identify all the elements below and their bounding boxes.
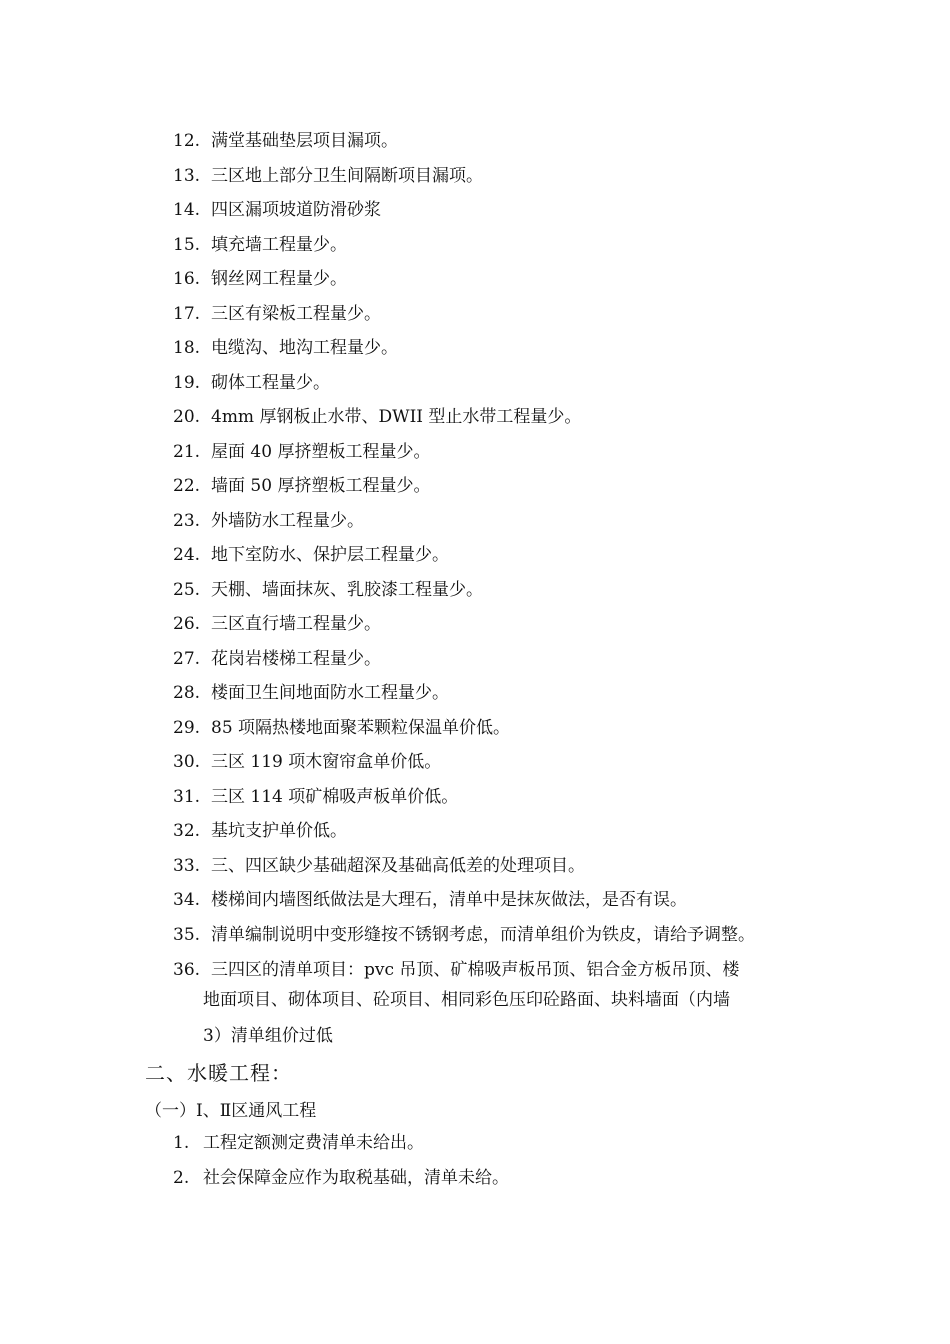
list-item [173, 538, 853, 573]
item-number: 30. [173, 752, 201, 772]
item-text: 基坑支护单价低。 [211, 821, 347, 841]
item-number: 35. [173, 924, 201, 945]
item-text: 清单编制说明中变形缝按不锈钢考虑，而清单组价为铁皮，请给予调整。 [211, 924, 755, 945]
item-text-line: 地面项目、砌体项目、砼项目、相同彩色压印砼路面、块料墙面（内墙 [203, 990, 730, 1010]
item-number: 26. [173, 614, 201, 634]
item-number: 21. [173, 441, 201, 462]
list-item [173, 642, 853, 677]
item-number: 20. [173, 407, 201, 427]
item-number: 32. [173, 821, 201, 841]
list-item [173, 780, 853, 815]
item-number: 24. [173, 545, 201, 565]
item-number: 12. [173, 131, 201, 151]
item-continuation [173, 982, 730, 1054]
list-item [173, 228, 853, 263]
item-number: 16. [173, 269, 201, 289]
list-item [173, 676, 853, 711]
item-number: 34. [173, 890, 201, 910]
item-text: 钢丝网工程量少。 [211, 269, 347, 289]
item-text: 三区 119 项木窗帘盒单价低。 [211, 752, 442, 772]
item-number: 29. [173, 717, 201, 738]
item-text: 天棚、墙面抹灰、乳胶漆工程量少。 [211, 579, 483, 600]
item-number: 18. [173, 338, 201, 358]
item-text: 楼梯间内墙图纸做法是大理石，清单中是抹灰做法，是否有误。 [211, 890, 687, 910]
item-number: 17. [173, 303, 201, 324]
item-number: 15. [173, 234, 201, 255]
item-number: 25. [173, 579, 201, 600]
list-item [173, 469, 853, 504]
list-item [173, 883, 853, 918]
item-text: 三区地上部分卫生间隔断项目漏项。 [211, 165, 483, 186]
list-item [173, 918, 853, 953]
item-number: 1. [173, 1133, 190, 1153]
item-text: 85 项隔热楼地面聚苯颗粒保温单价低。 [211, 717, 511, 738]
list-item [173, 262, 853, 297]
item-number: 28. [173, 683, 201, 703]
item-number: 2. [173, 1167, 190, 1188]
item-text: 屋面 40 厚挤塑板工程量少。 [211, 441, 431, 462]
list-item [173, 297, 853, 332]
list-item [173, 400, 853, 435]
item-text-line: 3）清单组价过低 [203, 1026, 333, 1046]
list-item [173, 1126, 509, 1161]
item-number: 23. [173, 510, 201, 531]
item-number: 13. [173, 165, 201, 186]
list-item [173, 814, 853, 849]
list-item [173, 607, 853, 642]
item-text: 三、四区缺少基础超深及基础高低差的处理项目。 [211, 855, 585, 876]
list-item [173, 504, 853, 539]
list-item [173, 366, 853, 401]
list-item [173, 573, 853, 608]
list-item [173, 159, 853, 194]
item-text: 工程定额测定费清单未给出。 [203, 1133, 424, 1153]
item-text: 社会保障金应作为取税基础，清单未给。 [203, 1167, 509, 1188]
item-text: 三区 114 项矿棉吸声板单价低。 [211, 786, 459, 807]
list-item [173, 1161, 509, 1196]
item-number: 22. [173, 476, 201, 496]
item-text: 四区漏项坡道防滑砂浆 [211, 200, 381, 220]
item-text: 地下室防水、保护层工程量少。 [211, 545, 449, 565]
item-text: 三区直行墙工程量少。 [211, 614, 381, 634]
item-text: 花岗岩楼梯工程量少。 [211, 648, 381, 669]
subsection-heading: （一）Ⅰ、Ⅱ区通风工程 [145, 1101, 317, 1121]
subsection-list [173, 1126, 509, 1195]
list-item [173, 435, 853, 470]
item-number: 36. [173, 960, 201, 980]
item-text: 楼面卫生间地面防水工程量少。 [211, 683, 449, 703]
item-number: 14. [173, 200, 201, 220]
item-number: 33. [173, 855, 201, 876]
item-text: 三区有梁板工程量少。 [211, 303, 381, 324]
item-number: 31. [173, 786, 201, 807]
item-text: 填充墙工程量少。 [211, 234, 347, 255]
list-item [173, 711, 853, 746]
list-item [173, 849, 853, 884]
list-item [173, 331, 853, 366]
item-text: 外墙防水工程量少。 [211, 510, 364, 531]
list-item [173, 193, 853, 228]
list-item [173, 745, 853, 780]
item-text: 砌体工程量少。 [211, 372, 330, 393]
item-number: 19. [173, 372, 201, 393]
item-text: 4mm 厚钢板止水带、DWII 型止水带工程量少。 [211, 407, 582, 427]
item-text: 墙面 50 厚挤塑板工程量少。 [211, 476, 431, 496]
list-item [173, 124, 853, 159]
item-text-line: 三四区的清单项目：pvc 吊顶、矿棉吸声板吊顶、铝合金方板吊顶、楼 [211, 960, 740, 980]
item-number: 27. [173, 648, 201, 669]
item-text: 电缆沟、地沟工程量少。 [211, 338, 398, 358]
issue-list [173, 124, 853, 988]
item-text: 满堂基础垫层项目漏项。 [211, 131, 398, 151]
section-heading: 二、水暖工程： [145, 1061, 292, 1085]
